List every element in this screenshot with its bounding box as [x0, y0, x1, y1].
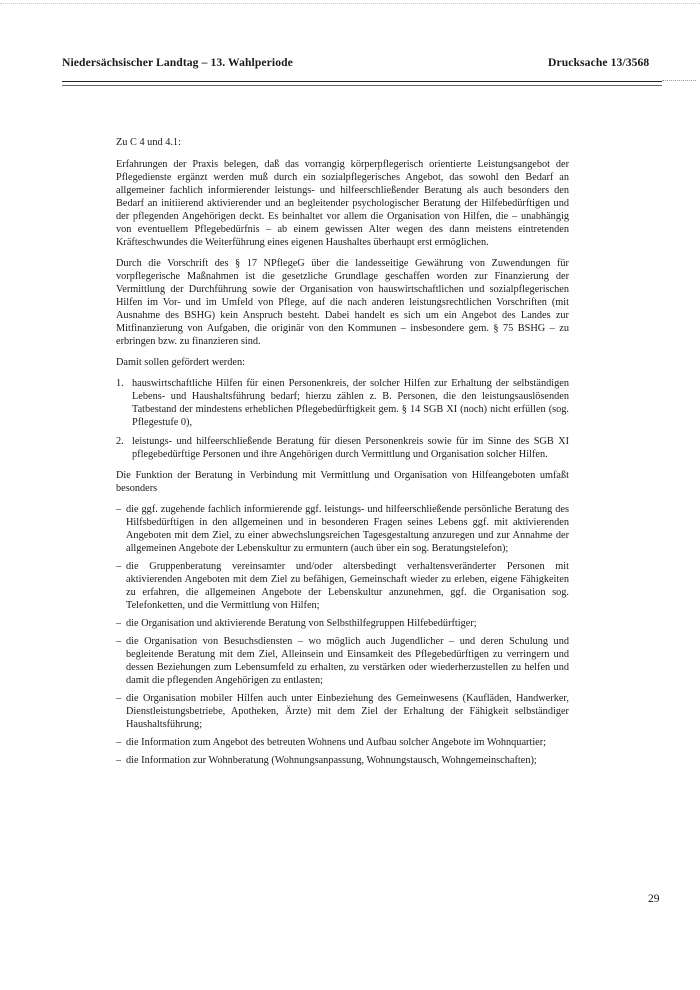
header-document-number: Drucksache 13/3568 — [548, 56, 650, 69]
header-rule-secondary — [62, 85, 662, 86]
dash-bullet: – — [116, 504, 122, 515]
header-parliament: Niedersächsischer Landtag – 13. Wahlperiode — [62, 56, 293, 69]
list-item-text: die ggf. zugehende fachlich informierende ggf. leistungs- und hilfeerschließende persönliche Beratung des Hilfsbedürftigen in den allgemeinen und in besonderen Fragen seines Lebens ggf. mit aktivierenden Angeboten mit dem Ziel, zu einer abwechslungsreichen Tagesgestaltung anzuregen und zur Annahme der allgemeinen Angebote der Lebenskultur zu ermuntern (auch über ein sog. Beratungstelefon); — [126, 504, 569, 554]
section-heading: Zu C 4 und 4.1: — [116, 137, 181, 148]
dash-list — [116, 503, 569, 767]
dash-list-item — [116, 736, 569, 749]
page-number: 29 — [648, 893, 660, 905]
dash-bullet: – — [116, 755, 122, 766]
dash-list-item — [116, 503, 569, 555]
list-item-text: leistungs- und hilfeerschließende Beratung für diesen Personenkreis sowie für im Sinne des SGB XI pflegebedürftige Personen und ihre Angehörigen durch Vermittlung und Organisation solcher Hilfen. — [132, 436, 569, 460]
list-number: 1. — [116, 378, 124, 389]
list-item-text: die Information zum Angebot des betreuten Wohnens und Aufbau solcher Angebote im Wohnquartier; — [126, 737, 547, 748]
list-item-text: hauswirtschaftliche Hilfen für einen Personenkreis, der solcher Hilfen zur Erhaltung der selbständigen Lebens- und Haushaltsführung bedarf; hierzu zählen z. B. Personen, die den leistungsauslösenden Tatbestand der mindestens erheblichen Pflegebedürftigkeit gem. § 14 SGB XI (noch) nicht erfüllen (sog. Pflegestufe 0), — [132, 378, 569, 428]
scan-top-edge — [0, 3, 700, 5]
list-item-text: die Information zur Wohnberatung (Wohnungsanpassung, Wohnungstausch, Wohngemeinschaften); — [126, 755, 537, 766]
list-item-text: die Organisation und aktivierende Beratung von Selbsthilfegruppen Hilfebedürftiger; — [126, 618, 477, 629]
numbered-list — [116, 377, 569, 461]
dash-list-item — [116, 617, 569, 630]
list-number: 2. — [116, 436, 124, 447]
paragraph: Die Funktion der Beratung in Verbindung mit Vermittlung und Organisation von Hilfeangeboten umfaßt besonders — [116, 470, 569, 494]
list-item-text: die Organisation mobiler Hilfen auch unter Einbeziehung des Gemeinwesens (Kaufläden, Handwerker, Dienstleistungsbetriebe, Apotheken, Ärzte) mit dem Ziel der Erhaltung der Fähigkeit selbständiger Haushaltsführung; — [126, 693, 569, 730]
header-rule — [62, 81, 662, 82]
header-rule-dots — [662, 80, 696, 81]
dash-list-item — [116, 754, 569, 767]
list-item-text: die Gruppenberatung vereinsamter und/oder altersbedingt verhaltensveränderter Personen mit aktivierenden Angeboten mit dem Ziel zu befähigen, Gemeinschaft wieder zu erleben, eigene Fähigkeiten zu erfahren, die allgemeinen Angebote der Lebenskultur anzunehmen, ggf. die Organisation sog. Telefonketten, und die Vermittlung von Hilfen; — [126, 561, 569, 611]
dash-list-item — [116, 560, 569, 612]
dash-bullet: – — [116, 737, 122, 748]
numbered-list-item — [116, 377, 569, 429]
paragraph: Durch die Vorschrift des § 17 NPflegeG über die landesseitige Gewährung von Zuwendungen für vorpflegerische Maßnahmen ist die gesetzliche Grundlage geschaffen worden zur Finanzierung der Vermittlung der Durchführung sowie der Organisation von hauswirtschaftlichen und sozialpflegerischen Hilfen im Vor- und im Umfeld von Pflege, auf die nach anderen leistungsrechtlichen Vorschriften (mit Ausnahme des BSHG) kein Anspruch besteht. Dabei handelt es sich um ein Angebot des Landes zur Mitfinanzierung von Aufgaben, die originär von den Kommunen – insbesondere gem. § 75 BSHG – zu erbringen bzw. zu finanzieren sind. — [116, 258, 569, 347]
dash-bullet: – — [116, 636, 122, 647]
dash-list-item — [116, 692, 569, 731]
document-body — [116, 136, 569, 772]
paragraph: Erfahrungen der Praxis belegen, daß das vorrangig körperpflegerisch orientierte Leistungsangebot der Pflegedienste ergänzt werden muß durch ein sozialpflegerisches Angebot, das sowohl den Bedarf an allgemeiner fachlich informierender leistungs- und hilfeerschließender Beratung als auch besonders den Bedarf an initiierend aktivierender und an begleitender psychologischer Beratung der Hilfebedürftigen und der pflegenden Angehörigen deckt. Es beinhaltet vor allem die Organisation von Hilfen, die – unabhängig von eventuellem Pflegebedürfnis – ab einem gewissen Alter wegen des dann meistens eintretenden Kräfteschwundes die Weiterführung eines eigenen Haushaltes überhaupt erst ermöglichen. — [116, 159, 569, 248]
dash-bullet: – — [116, 693, 122, 704]
list-item-text: die Organisation von Besuchsdiensten – wo möglich auch Jugendlicher – und deren Schulung und begleitende Beratung mit dem Ziel, Alleinsein und Einsamkeit des Pflegebedürftigen zu verringern und dessen Beziehungen zum Lebensumfeld zu erhalten, zu verstärken oder wiederherzustellen zu helfen und damit die pflegenden Angehörigen zu entlasten; — [126, 636, 569, 686]
paragraph: Damit sollen gefördert werden: — [116, 357, 245, 368]
numbered-list-item — [116, 435, 569, 461]
dash-bullet: – — [116, 618, 122, 629]
dash-list-item — [116, 635, 569, 687]
dash-bullet: – — [116, 561, 122, 572]
